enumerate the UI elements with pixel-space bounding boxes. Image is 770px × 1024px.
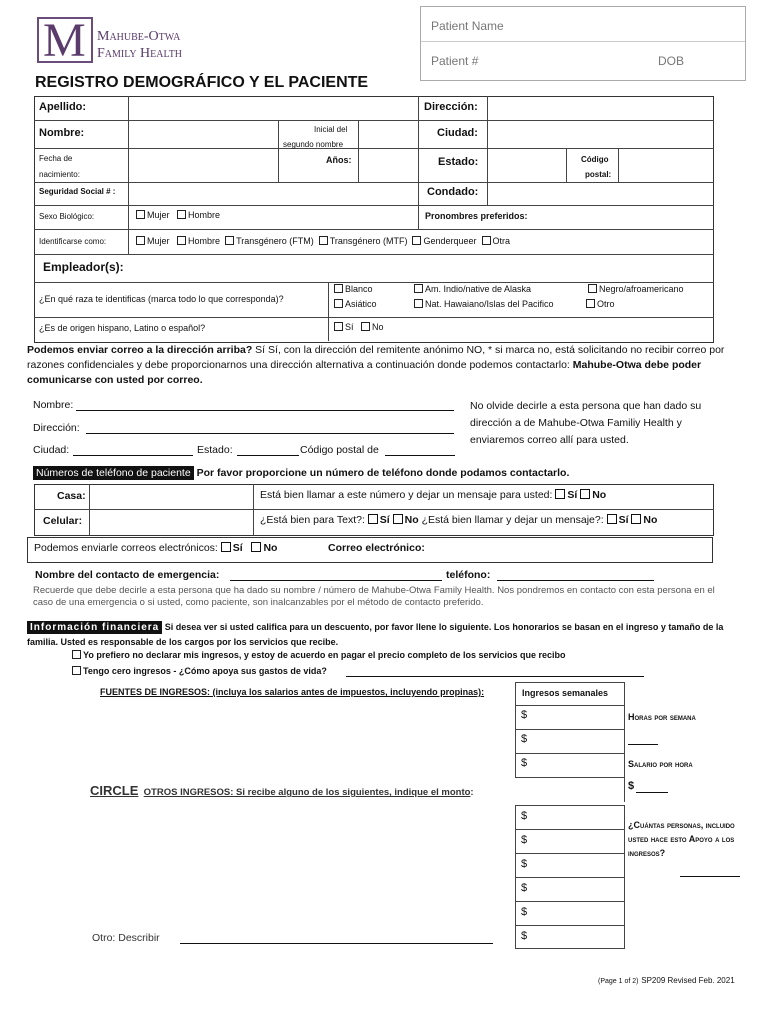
- circle-label: CIRCLE: [90, 783, 139, 798]
- emergency-label: Nombre del contacto de emergencia:: [35, 569, 220, 581]
- call-question: ¿Está bien llamar y dejar un mensaje?:: [421, 514, 604, 526]
- ident-opt-label: Transgénero (MTF): [329, 236, 408, 246]
- otros-label: OTROS INGRESOS: Si recibe alguno de los siguientes, indique el monto: [143, 787, 471, 798]
- cero-ingresos-checkbox[interactable]: [72, 666, 81, 675]
- opt2-label: Tengo cero ingresos - ¿Cómo apoya sus gastos de vida?: [83, 666, 327, 676]
- anos-input[interactable]: [359, 149, 417, 182]
- logo-line1: Mahube-Otwa: [97, 29, 181, 44]
- condado-input[interactable]: [488, 183, 712, 205]
- raza-opt-label: Otro: [597, 299, 615, 309]
- nombre-input[interactable]: [129, 121, 277, 148]
- celular-input[interactable]: [90, 510, 252, 534]
- nombre-label: Nombre:: [39, 127, 85, 139]
- ident-genderqueer-checkbox[interactable]: [412, 236, 421, 245]
- amount-input[interactable]: $: [521, 906, 528, 918]
- mail-note: No olvide decirle a esta persona que han dado su dirección a de Mahube-Otwa Familiy Health y enviaremos correo allí para usted.: [470, 400, 702, 446]
- email-si-checkbox[interactable]: [221, 542, 231, 552]
- mail-question-text: Sí Sí, con la dirección del remitente anónimo NO, * si marca no, está solicitando no recibir correo por razones confidenciales y debe proporcionarnos una dirección alternativa a continuación donde podemos contactarlo:: [27, 344, 725, 371]
- alt-direccion-input[interactable]: [86, 433, 454, 434]
- ident-ftm-checkbox[interactable]: [225, 236, 234, 245]
- no-label: No: [404, 514, 419, 526]
- logo: [37, 14, 197, 67]
- amount-column-2: [515, 805, 625, 949]
- amount-input[interactable]: $: [521, 834, 528, 846]
- amount-input[interactable]: $: [521, 733, 528, 745]
- text-si-checkbox[interactable]: [368, 514, 378, 524]
- emergency-name-input[interactable]: [230, 580, 442, 581]
- mail-question-bold2: Mahube-Otwa debe poder comunicarse con usted por correo.: [27, 359, 702, 386]
- revision: SP209 Revised Feb. 2021: [641, 976, 735, 985]
- patient-name-field[interactable]: [421, 41, 745, 42]
- ident-opt-label: Otra: [492, 236, 511, 246]
- apellido-label: Apellido:: [39, 101, 87, 113]
- raza-opt-label: Am. Indio/native de Alaska: [425, 284, 532, 294]
- alt-estado-input[interactable]: [237, 455, 299, 456]
- phone-header-label: Números de teléfono de paciente: [33, 466, 194, 480]
- am-indio-checkbox[interactable]: [414, 284, 423, 293]
- raza-opt-label: Negro/afroamericano: [599, 284, 684, 294]
- salario-dollar: $: [628, 780, 635, 792]
- page-number: (Page 1 of 2): [598, 978, 639, 985]
- fecha-input[interactable]: [129, 149, 277, 182]
- logo-line2: Family Health: [97, 46, 183, 61]
- semanales-header: [515, 682, 625, 706]
- ident-opt-label: Transgénero (FTM): [236, 236, 314, 246]
- no-declarar-checkbox[interactable]: [72, 650, 81, 659]
- salario-input[interactable]: [636, 792, 668, 793]
- ident-options: [136, 236, 510, 246]
- alt-nombre-input[interactable]: [76, 410, 454, 411]
- asiatico-checkbox[interactable]: [334, 299, 343, 308]
- apellido-input[interactable]: [129, 97, 417, 120]
- hispano-opt-label: Sí: [345, 322, 354, 332]
- sexo-options: [136, 210, 220, 220]
- emergency-tel-label: teléfono:: [446, 569, 491, 581]
- raza-opt-label: Asiático: [345, 299, 377, 309]
- semanales-label: Ingresos semanales: [522, 688, 609, 698]
- casa-input[interactable]: [90, 485, 252, 509]
- casa-question-text: Está bien llamar a este número y dejar un mensaje para usted:: [260, 489, 553, 501]
- ident-label: Identificarse como:: [39, 237, 107, 246]
- alt-estado-label: Estado:: [197, 444, 233, 456]
- negro-checkbox[interactable]: [588, 284, 597, 293]
- cuantas-label: ¿Cuántas personas, incluido usted hace esto Apoyo a los ingresos?: [628, 820, 735, 858]
- ssn-label: Seguridad Social # :: [39, 187, 116, 196]
- page-title: REGISTRO DEMOGRÁFICO Y EL PACIENTE: [35, 74, 369, 91]
- email-no-checkbox[interactable]: [251, 542, 261, 552]
- phone-header: [33, 467, 569, 479]
- otro-describir-input[interactable]: [180, 943, 493, 944]
- hispano-question: ¿Es de origen hispano, Latino o español?: [39, 323, 206, 333]
- hispano-si-checkbox[interactable]: [334, 322, 343, 331]
- ciudad-input[interactable]: [488, 121, 712, 148]
- emergency-tel-input[interactable]: [497, 580, 654, 581]
- logo-letter: M: [43, 14, 86, 67]
- raza-opt-label: Blanco: [345, 284, 373, 294]
- hispano-options: [334, 322, 384, 332]
- ident-mujer-checkbox[interactable]: [136, 236, 145, 245]
- alt-codigo-label: Código postal de: [300, 444, 379, 456]
- email-question-text: Podemos enviarle correos electrónicos:: [34, 542, 218, 554]
- emergency-note: Recuerde que debe decirle a esta persona que ha dado su nombre / número de Mahube-Otwa Family Health. Nos pondremos en contacto con esta persona en el caso de una emergencia o si usted, como paciente, son inalcanzables por el método de contacto preferido.: [33, 585, 715, 608]
- hispano-opt-label: No: [372, 322, 384, 332]
- patient-box: [420, 6, 746, 81]
- email-input[interactable]: [432, 539, 710, 559]
- alt-ciudad-input[interactable]: [73, 455, 193, 456]
- ssn-input[interactable]: [129, 183, 417, 205]
- alt-codigo-input[interactable]: [385, 455, 455, 456]
- dob-label: DOB: [658, 54, 685, 68]
- amount-input[interactable]: $: [521, 757, 528, 769]
- amount-input[interactable]: $: [521, 858, 528, 870]
- fuentes-label: FUENTES DE INGRESOS: (incluya los salarios antes de impuestos, incluyendo propinas):: [100, 687, 485, 697]
- salario-label: Salario por hora: [628, 759, 693, 769]
- email-question: [34, 542, 277, 554]
- pronombres-label: Pronombres preferidos:: [425, 211, 528, 221]
- finance-opt1: [72, 650, 566, 660]
- casa-si-checkbox[interactable]: [555, 489, 565, 499]
- otros-header: CIRCLE OTROS INGRESOS: Si recibe alguno de los siguientes, indique el monto:: [90, 783, 474, 798]
- footer: [598, 975, 735, 986]
- mujer-label: Mujer: [147, 210, 170, 220]
- phone-header-text: Por favor proporcione un número de teléfono donde podamos contactarlo.: [196, 467, 570, 479]
- empleador-label: Empleador(s):: [43, 260, 124, 274]
- amount-column-1: [515, 706, 625, 778]
- si-label: Sí: [618, 514, 629, 526]
- otro-race-checkbox[interactable]: [586, 299, 595, 308]
- call-si-checkbox[interactable]: [607, 514, 617, 524]
- casa-label: Casa:: [57, 490, 86, 502]
- text-question: ¿Está bien para Text?:: [260, 514, 365, 526]
- mail-question-bold: Podemos enviar correo a la dirección arriba?: [27, 344, 253, 356]
- ident-otra-checkbox[interactable]: [482, 236, 491, 245]
- inicial-label-1: Inicial del: [314, 125, 348, 134]
- blanco-checkbox[interactable]: [334, 284, 343, 293]
- ident-opt-label: Mujer: [147, 236, 170, 246]
- raza-opt-label: Nat. Hawaiano/Islas del Pacifico: [425, 299, 554, 309]
- finance-opt2: [72, 666, 327, 676]
- no-label: No: [592, 489, 607, 501]
- income-row-label: Otro: Describir: [92, 932, 160, 944]
- ident-mtf-checkbox[interactable]: [319, 236, 328, 245]
- cero-ingresos-input[interactable]: [346, 676, 644, 677]
- amount-input[interactable]: $: [521, 709, 528, 721]
- codigo-label-1: Código: [581, 155, 609, 164]
- ident-opt-label: Genderqueer: [423, 236, 477, 246]
- hombre-checkbox[interactable]: [177, 210, 186, 219]
- fecha-label-2: nacimiento:: [39, 170, 80, 179]
- amount-input[interactable]: $: [521, 930, 528, 942]
- hawaiano-checkbox[interactable]: [414, 299, 423, 308]
- si-label: Sí: [379, 514, 390, 526]
- estado-label: Estado:: [438, 156, 479, 168]
- cuantas-input[interactable]: [680, 876, 740, 877]
- celular-label: Celular:: [43, 515, 83, 527]
- opt1-label: Yo prefiero no declarar mis ingresos, y estoy de acuerdo en pagar el precio completo de los servicios que recibo: [83, 650, 566, 660]
- casa-no-checkbox[interactable]: [580, 489, 590, 499]
- amount-input[interactable]: $: [521, 882, 528, 894]
- direccion-label: Dirección:: [424, 101, 478, 113]
- horas-label: Horas por semana: [628, 712, 696, 722]
- celular-question: [260, 514, 657, 526]
- alt-ciudad-label: Ciudad:: [33, 444, 70, 456]
- si-label: Sí: [567, 489, 578, 501]
- ciudad-label: Ciudad:: [437, 127, 478, 139]
- casa-question: [260, 489, 606, 501]
- inicial-label-2: segundo nombre: [283, 140, 344, 149]
- horas-input[interactable]: [628, 744, 658, 745]
- no-label: No: [643, 514, 658, 526]
- raza-options: [334, 284, 714, 316]
- patient-name-label: Patient Name: [431, 19, 504, 33]
- mujer-checkbox[interactable]: [136, 210, 145, 219]
- amount-input[interactable]: $: [521, 810, 528, 822]
- finance-intro-text: Si desea ver si usted califica para un descuento, por favor llene lo siguiente. Los honorarios se basan en el ingreso y tamaño de la familia. Usted es responsable de los cargos por los servicios que recibe.: [27, 622, 724, 647]
- patient-number-label: Patient #: [431, 54, 479, 68]
- text-no-checkbox[interactable]: [393, 514, 403, 524]
- si-label: Sí: [232, 542, 243, 554]
- condado-label: Condado:: [427, 186, 479, 198]
- alt-direccion-label: Dirección:: [33, 422, 80, 434]
- ident-opt-label: Hombre: [188, 236, 221, 246]
- no-label: No: [263, 542, 278, 554]
- inicial-input[interactable]: [359, 121, 417, 148]
- codigo-input[interactable]: [619, 149, 712, 182]
- anos-label: Años:: [326, 155, 352, 165]
- hombre-label: Hombre: [188, 210, 221, 220]
- alt-nombre-label: Nombre:: [33, 399, 74, 411]
- finance-header: Información financiera: [27, 621, 162, 634]
- mail-question: [27, 343, 727, 388]
- email-label: Correo electrónico:: [328, 542, 425, 554]
- estado-input[interactable]: [488, 149, 565, 182]
- ident-hombre-checkbox[interactable]: [177, 236, 186, 245]
- codigo-label-2: postal:: [585, 170, 612, 179]
- sexo-label: Sexo Biológico:: [39, 212, 95, 221]
- raza-question: ¿En qué raza te identificas (marca todo lo que corresponda)?: [39, 294, 284, 304]
- finance-intro: [27, 620, 727, 649]
- hispano-no-checkbox[interactable]: [361, 322, 370, 331]
- call-no-checkbox[interactable]: [631, 514, 641, 524]
- direccion-input[interactable]: [488, 97, 712, 120]
- fecha-label-1: Fecha de: [39, 154, 73, 163]
